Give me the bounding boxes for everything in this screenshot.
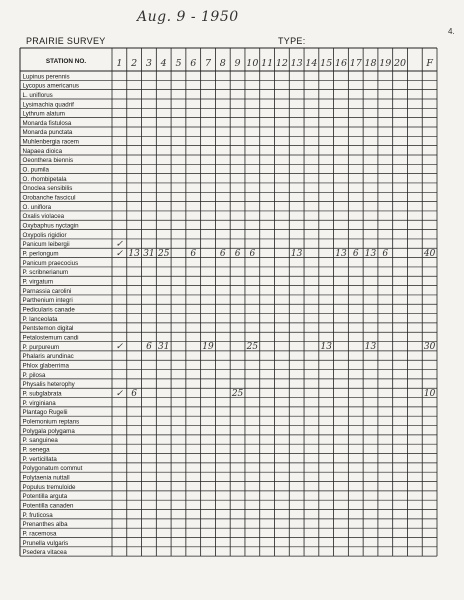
column-header-19: 19 (379, 58, 392, 69)
column-header-6: 6 (190, 58, 197, 69)
column-header-14: 14 (305, 58, 318, 69)
cell-value: 13 (290, 248, 303, 259)
type-label: TYPE: (278, 36, 306, 46)
cell-value: 6 (146, 342, 152, 353)
species-name: Physalis heterophy (22, 381, 75, 389)
species-name: Lupinus perennis (22, 73, 70, 81)
species-name: Populus tremuloide (22, 483, 76, 491)
cell-value: 6 (234, 248, 241, 259)
species-name: Panicum praecocius (22, 259, 79, 267)
species-name: Petalostemum candi (22, 334, 79, 342)
species-name: P. pilosa (22, 371, 46, 379)
species-name: Napaea dioica (22, 147, 63, 155)
column-header-9: 9 (234, 58, 241, 69)
species-name: Monarda punctata (22, 129, 73, 137)
column-header-3: 3 (145, 58, 152, 69)
species-name: Oxybaphus nyctagin (22, 222, 79, 230)
cell-value: 13 (335, 248, 347, 259)
check-mark: ✓ (115, 239, 124, 250)
species-name: Muhlenbergia racem (22, 138, 79, 146)
cell-value: 25 (231, 388, 244, 399)
column-header-17: 17 (349, 58, 362, 69)
species-name: Polygala polygama (22, 427, 75, 435)
cell-value: 6 (382, 248, 389, 259)
species-name: P. verticillata (22, 455, 57, 463)
column-header-12: 12 (275, 58, 288, 69)
cell-value: 10 (423, 388, 436, 399)
column-header-7: 7 (204, 58, 212, 69)
species-name: P. virginiana (22, 399, 56, 407)
species-name: Pentstemon digital (22, 325, 74, 333)
cell-value: 31 (143, 248, 155, 259)
handwritten-date: Aug. 9 - 1950 (137, 9, 239, 25)
species-name: Orobanche fascicul (22, 194, 76, 202)
species-name: Oeonthera biennis (22, 157, 74, 165)
cell-value: 40 (423, 248, 436, 259)
column-header-13: 13 (290, 58, 303, 69)
column-header-10: 10 (246, 58, 259, 69)
column-header-2: 2 (131, 58, 138, 69)
cell-value: 19 (202, 342, 214, 353)
species-name: Polemonium reptans (22, 418, 80, 426)
column-header-4: 4 (160, 58, 167, 69)
species-name: Parnassia carolini (22, 287, 72, 295)
column-header-18: 18 (364, 58, 377, 69)
species-name: P. virgatum (22, 278, 53, 286)
species-name: O. rhombipetala (22, 175, 67, 183)
cell-value: 13 (364, 342, 377, 353)
cell-value: 6 (219, 248, 226, 259)
species-name: Phalaris arundinac (22, 353, 74, 361)
column-header-20: 20 (394, 58, 407, 69)
cell-value: 13 (364, 248, 377, 259)
cell-value: 31 (157, 342, 170, 353)
column-header-F: F (426, 58, 433, 69)
cell-value: 13 (128, 248, 140, 259)
check-mark: ✓ (115, 342, 124, 353)
species-name: Potentilla canaden (22, 502, 74, 510)
species-name: Lysimachia quadrif (22, 101, 74, 109)
column-header-8: 8 (219, 58, 226, 69)
species-name: Pedicularis canade (22, 306, 75, 314)
cell-value: 13 (320, 342, 332, 353)
species-name: P. sanguinea (22, 437, 58, 445)
species-name: L. uniflorus (22, 91, 53, 99)
cell-value: 30 (423, 342, 436, 353)
column-header-16: 16 (334, 58, 348, 69)
species-name: O. uniflora (22, 203, 52, 211)
column-header-1: 1 (116, 58, 123, 69)
species-name: Psedera vitacea (22, 549, 67, 557)
species-name: O. pumila (22, 166, 49, 174)
species-name: Monarda fistulosa (22, 119, 72, 127)
species-name: Phlox glaberrima (22, 362, 69, 370)
form-title: PRAIRIE SURVEY (26, 36, 106, 46)
species-name: P. perlongum (22, 250, 59, 258)
cell-value: 6 (190, 248, 197, 259)
check-mark: ✓ (115, 248, 124, 259)
species-name: Potentilla arguta (22, 493, 68, 501)
species-name: P. fruticosa (22, 511, 53, 519)
cell-value: 6 (249, 248, 256, 259)
column-header-5: 5 (175, 58, 182, 69)
species-name: Polygonatum commut (22, 465, 83, 473)
cell-value: 25 (157, 248, 170, 259)
page-number-mark: 4. (448, 27, 455, 36)
species-name: Prenanthes alba (22, 521, 68, 529)
column-header-15: 15 (320, 58, 333, 69)
species-name: P. racemosa (22, 530, 57, 538)
species-name: P. purpureum (22, 343, 60, 351)
column-header-11: 11 (261, 58, 274, 69)
species-name: P. lanceolata (22, 315, 58, 323)
species-name: Plantago Rugelii (22, 409, 68, 417)
species-name: Parthenium integri (22, 297, 73, 305)
species-name: P. senega (22, 446, 50, 454)
cell-value: 25 (246, 342, 259, 353)
species-name: Prunella vulgaris (22, 539, 69, 547)
species-name: Lycopus americanus (22, 82, 80, 90)
cell-value: 6 (131, 388, 138, 399)
species-name: Panicum leibergii (22, 241, 70, 249)
cell-value: 6 (352, 248, 359, 259)
station-no-label: STATION NO. (45, 58, 87, 65)
species-name: Lythrum alatum (22, 110, 65, 118)
species-name: Oxalis violacea (22, 213, 65, 221)
species-name: P. subglabrata (22, 390, 62, 398)
species-name: Onoclea sensibilis (22, 185, 73, 193)
species-name: P. scribnerianum (22, 269, 69, 277)
species-name: Oxypolis rigidior (22, 231, 67, 239)
check-mark: ✓ (115, 388, 124, 399)
species-name: Polytaenia nuttall (22, 474, 70, 482)
